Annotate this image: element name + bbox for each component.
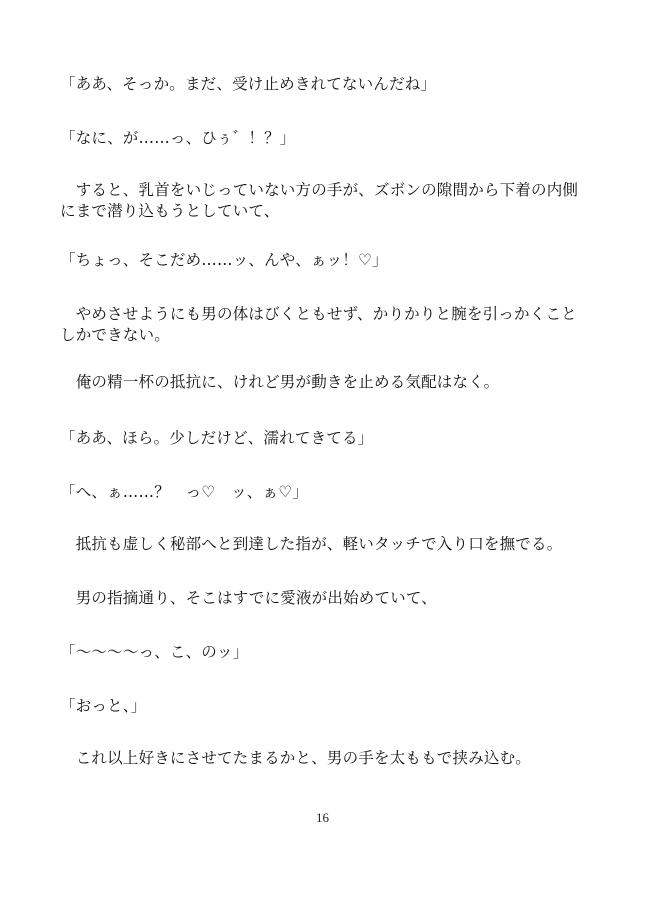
paragraph-1: 「ああ、そっか。まだ、受け止めきれてないんだね」 <box>60 75 437 93</box>
paragraph-8: 「へ、ぁ……？ っ♡ ッ、ぁ♡」 <box>60 483 308 501</box>
paragraph-7: 「ああ、ほら。少しだけど、濡れてきてる」 <box>60 429 374 447</box>
paragraph-2: 「なに、が……っ、ひぅ゛！？」 <box>60 129 296 147</box>
paragraph-9: 抵抗も虚しく秘部へと到達した指が、軽いタッチで入り口を撫でる。 <box>60 535 563 553</box>
paragraph-10: 男の指摘通り、そこはすでに愛液が出始めていて、 <box>60 589 437 607</box>
paragraph-4: 「ちょっ、そこだめ……ッ、んや、ぁッ！♡」 <box>60 251 388 269</box>
paragraph-6: 俺の精一杯の抵抗に、けれど男が動きを止める気配はなく。 <box>60 373 500 391</box>
page-number: 16 <box>316 810 329 825</box>
paragraph-11: 「～～～～っ、こ、のッ」 <box>60 643 249 661</box>
paragraph-12: 「おっと、」 <box>60 697 147 715</box>
paragraph-5: やめさせようにも男の体はびくともせず、かりかりと腕を引っかくことしかできない。 <box>60 305 577 344</box>
paragraph-13: これ以上好きにさせてたまるかと、男の手を太ももで挟み込む。 <box>60 749 532 767</box>
paragraph-3: すると、乳首をいじっていない方の手が、ズボンの隙間から下着の内側にまで潜り込もうとしていて、 <box>60 181 579 220</box>
